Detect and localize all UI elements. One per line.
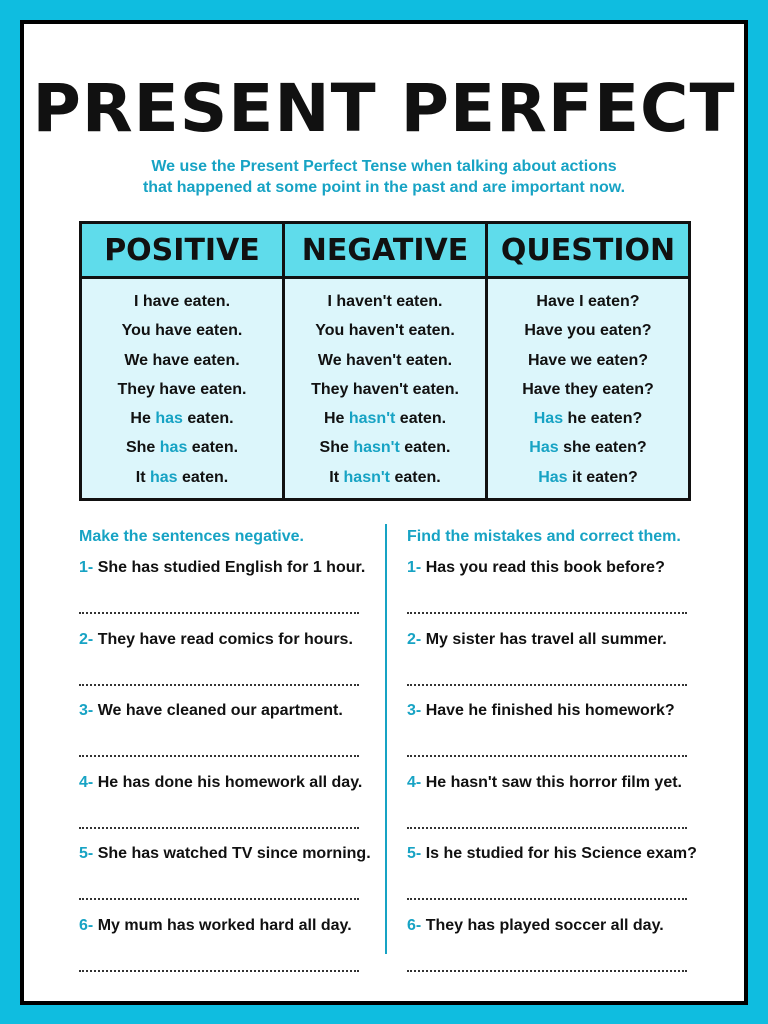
sentence-text: eaten. [177, 468, 229, 486]
exercise-sentence [407, 554, 707, 582]
item-number: 2- [79, 630, 94, 648]
exercise-item [79, 840, 379, 908]
exercise-item [407, 554, 707, 622]
positive-sentence [83, 316, 281, 345]
item-number: 6- [407, 916, 422, 934]
question-sentence [489, 316, 687, 345]
exercise-item [407, 912, 707, 980]
negative-sentence [286, 433, 484, 462]
sentence-text: Have we eaten? [527, 351, 649, 369]
negative-column [284, 278, 487, 500]
item-number: 1- [407, 559, 422, 576]
exercise-sentence [79, 626, 379, 654]
item-text: They has played soccer all day. [425, 916, 664, 934]
subtitle [24, 156, 744, 198]
answer-line[interactable] [79, 956, 359, 972]
sentence-text: Have you eaten? [524, 322, 652, 340]
exercise-negative [79, 524, 379, 979]
item-number: 6- [79, 916, 94, 934]
worksheet [20, 20, 748, 1005]
question-sentence [489, 404, 687, 433]
answer-line[interactable] [407, 956, 687, 972]
exercise-item [407, 769, 707, 837]
exercise-heading: Find the mistakes and correct them. [407, 528, 681, 545]
subtitle-line: We use the Present Perfect Tense when talking about actions [151, 158, 617, 175]
positive-sentence [83, 346, 281, 375]
answer-line[interactable] [79, 884, 359, 900]
item-number: 5- [407, 845, 422, 862]
answer-line[interactable] [407, 884, 687, 900]
exercise-sentence [407, 626, 707, 654]
positive-sentence [83, 433, 281, 462]
exercise-sentence [407, 769, 707, 797]
exercise-sentence [79, 554, 379, 582]
exercise-item [79, 697, 379, 765]
sentence-text: You have eaten. [121, 322, 243, 340]
highlight-verb: hasn't [348, 410, 396, 428]
negative-sentence [286, 346, 484, 375]
exercise-sentence [79, 912, 379, 940]
positive-sentence [83, 463, 281, 492]
positive-sentence [83, 287, 281, 316]
sentence-text: She [319, 439, 354, 457]
negative-sentence [286, 404, 484, 433]
negative-sentence [286, 316, 484, 345]
sentence-text: eaten. [399, 439, 451, 457]
negative-sentence [286, 463, 484, 492]
answer-line[interactable] [407, 598, 687, 614]
exercise-heading: Make the sentences negative. [79, 528, 304, 545]
header-question: QUESTION [487, 223, 690, 278]
exercise-item [79, 912, 379, 980]
item-number: 3- [79, 702, 94, 719]
highlight-verb: Has [533, 410, 564, 428]
question-sentence [489, 375, 687, 404]
exercise-item [407, 626, 707, 694]
answer-line[interactable] [79, 670, 359, 686]
sentence-text: We haven't eaten. [317, 351, 453, 369]
exercise-item [79, 626, 379, 694]
header-positive: POSITIVE [81, 223, 284, 278]
sentence-text: They haven't eaten. [311, 380, 459, 398]
question-sentence [489, 463, 687, 492]
item-text: We have cleaned our apartment. [97, 702, 343, 719]
exercise-item [407, 697, 707, 765]
sentence-text: eaten. [390, 468, 441, 486]
highlight-verb: Has [538, 468, 568, 486]
sentence-text: They have eaten. [117, 380, 247, 398]
question-sentence [489, 433, 687, 462]
exercise-mistakes [407, 524, 707, 979]
exercise-sentence [407, 697, 707, 725]
item-number: 1- [79, 559, 94, 576]
sentence-text: She [125, 439, 160, 457]
subtitle-line: that happened at some point in the past and are important now. [142, 179, 626, 196]
sentence-text: It [135, 468, 150, 486]
negative-sentence [286, 375, 484, 404]
negative-sentence [286, 287, 484, 316]
item-text: Is he studied for his Science exam? [425, 845, 697, 862]
item-text: She has studied English for 1 hour. [97, 559, 366, 576]
highlight-verb: has [155, 410, 183, 428]
sentence-text: eaten. [182, 410, 234, 428]
sentence-text: he eaten? [563, 410, 643, 428]
sentence-text: We have eaten. [124, 351, 240, 369]
positive-column [81, 278, 284, 500]
highlight-verb: hasn't [353, 439, 400, 457]
exercise-sentence [407, 840, 707, 868]
exercise-sentence [79, 697, 379, 725]
column-divider [385, 524, 387, 954]
highlight-verb: has [159, 439, 188, 457]
item-text: They have read comics for hours. [97, 630, 353, 648]
highlight-verb: has [149, 468, 178, 486]
exercise-sentence [79, 840, 379, 868]
sentence-text: It [329, 468, 344, 486]
sentence-text: eaten. [395, 410, 447, 428]
exercise-item [407, 840, 707, 908]
exercise-sentence [407, 912, 707, 940]
exercise-item [79, 554, 379, 622]
sentence-text: He [130, 410, 156, 428]
item-number: 4- [79, 773, 94, 791]
positive-sentence [83, 375, 281, 404]
sentence-text: I have eaten. [133, 293, 231, 310]
answer-line[interactable] [79, 741, 359, 757]
question-column [487, 278, 690, 500]
sentence-text: I haven't eaten. [327, 293, 443, 310]
sentence-text: He [323, 410, 349, 428]
sentence-text: it eaten? [567, 468, 638, 486]
exercise-item [79, 769, 379, 837]
item-number: 5- [79, 845, 94, 862]
sentence-text: You haven't eaten. [315, 322, 455, 340]
highlight-verb: Has [529, 439, 559, 457]
item-number: 2- [407, 630, 422, 648]
conjugation-table [79, 221, 691, 501]
header-negative: NEGATIVE [284, 223, 487, 278]
item-text: My mum has worked hard all day. [97, 916, 352, 934]
item-text: She has watched TV since morning. [97, 845, 371, 862]
sentence-text: Have they eaten? [522, 380, 654, 398]
answer-line[interactable] [407, 813, 687, 829]
question-sentence [489, 346, 687, 375]
answer-line[interactable] [79, 813, 359, 829]
positive-sentence [83, 404, 281, 433]
answer-line[interactable] [407, 741, 687, 757]
item-text: Has you read this book before? [425, 559, 665, 576]
item-number: 4- [407, 773, 422, 791]
exercise-sentence [79, 769, 379, 797]
page-title: PRESENT PERFECT [32, 70, 736, 147]
item-text: He has done his homework all day. [97, 773, 363, 791]
item-text: He hasn't saw this horror film yet. [425, 773, 682, 791]
item-text: Have he finished his homework? [425, 702, 675, 719]
answer-line[interactable] [407, 670, 687, 686]
sentence-text: eaten. [187, 439, 239, 457]
item-text: My sister has travel all summer. [425, 630, 667, 648]
sentence-text: Have I eaten? [536, 293, 640, 310]
question-sentence [489, 287, 687, 316]
answer-line[interactable] [79, 598, 359, 614]
sentence-text: she eaten? [558, 439, 647, 457]
item-number: 3- [407, 702, 422, 719]
highlight-verb: hasn't [343, 468, 390, 486]
